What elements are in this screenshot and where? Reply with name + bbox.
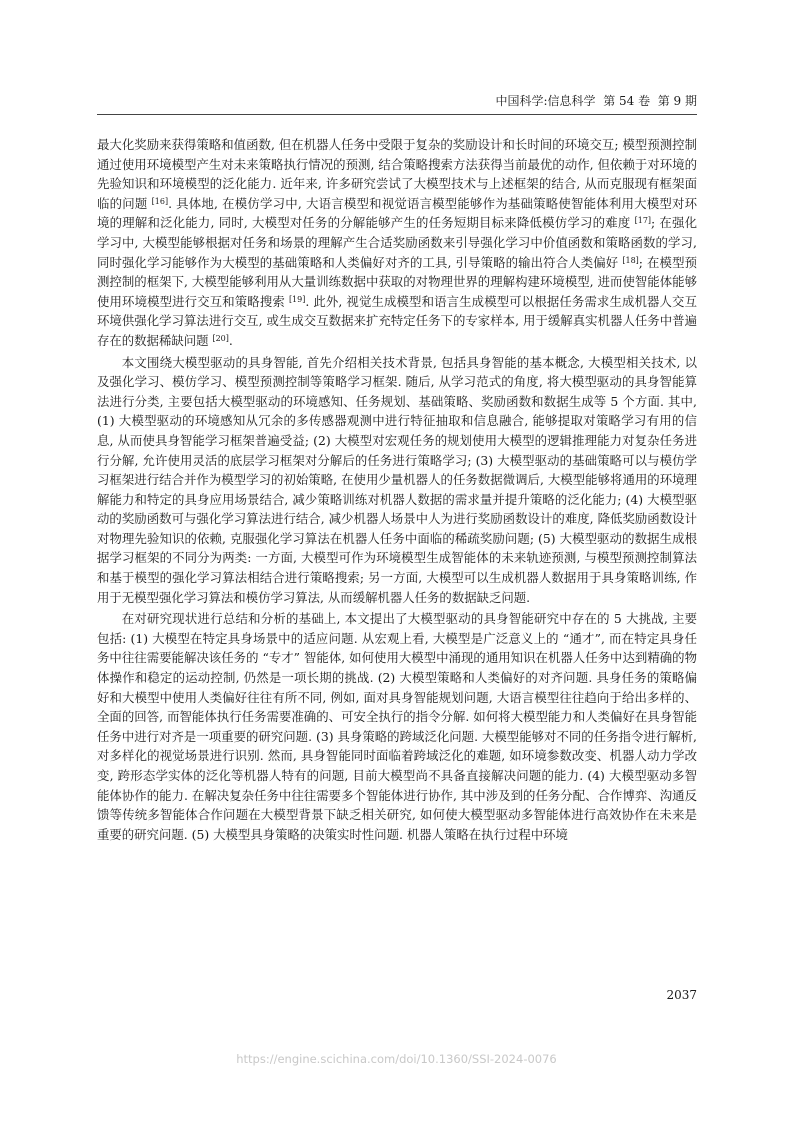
paragraph-text: 最大化奖励来获得策略和值函数, 但在机器人任务中受限于复杂的奖励设计和长时间的环境交互; 模型预测控制通过使用环境模型产生对未来策略执行情况的预测, 结合策略搜索方法获得当前最优的动作, 但依赖于对环境的先验知识和环境模型的泛化能力. 近年来, 许多研究尝试了大模型技术与上述框架的结合, 从而克服现有框架面临的问题 [97, 137, 697, 211]
journal-name: 中国科学:信息科学 [495, 94, 596, 108]
citation-ref[interactable]: [20] [212, 333, 229, 343]
page-number: 2037 [666, 988, 697, 1002]
paragraph [97, 135, 697, 351]
running-header [97, 92, 697, 115]
citation-ref[interactable]: [19] [288, 294, 306, 304]
paragraph-text: ; 在强化学习中, 大模型能够根据对任务和场景的理解产生合适奖励函数来引导强化学习中价值函数和策略函数的学习, 同时强化学习能够作为大模型的基础策略和人类偏好对齐的工具, 引导策略的输出符合人类偏好 [97, 215, 697, 270]
citation-ref[interactable]: [16] [151, 196, 169, 206]
paragraph-text: . [228, 332, 233, 348]
paragraph [97, 353, 697, 608]
citation-ref[interactable]: [18] [622, 255, 639, 265]
paragraph-text: ; 在模型预测控制的框架下, 大模型能够利用从大量训练数据中获取的对物理世界的理解构建环境模型, 进而使智能体能够使用环境模型进行交互和策略搜索 [97, 254, 697, 309]
paragraph-text: . 具体地, 在模仿学习中, 大语言模型和视觉语言模型能够作为基础策略使智能体利用大模型对环境的理解和泛化能力, 同时, 大模型对任务的分解能够产生的任务短期目标来降低模仿学习的难度 [97, 195, 697, 231]
citation-ref[interactable]: [17] [634, 216, 652, 226]
paragraph-text: 在对研究现状进行总结和分析的基础上, 本文提出了大模型驱动的具身智能研究中存在的 5 大挑战, 主要包括: (1) 大模型在特定具身场景中的适应问题. 从宏观上看, 大模型是广泛意义上的 “通才”, 而在特定具身任务中往往需要能解决该任务的 “专才” 智能体, 如何使用大模型中涌现的通用知识在机器人任务中达到精确的物体操作和稳定的运动控制, 仍然是一项长期的挑战. (2) 大模型策略和人类偏好的对齐问题. 具身任务的策略偏好和大模型中使用人类偏好往往有所不同, 例如, 面对具身智能规划问题, 大语言模型往往趋向于给出多样的、全面的回答, 而智能体执行任务需要准确的、可安全执行的指令分解. 如何将大模型能力和人类偏好在具身智能任务中进行对齐是一项重要的研究问题. (3) 具身策略的跨域泛化问题. 大模型能够对不同的任务指令进行解析, 对多样化的视觉场景进行识别. 然而, 具身智能同时面临着跨域泛化的难题, 如环境参数改变、机器人动力学改变, 跨形态学实体的泛化等机器人特有的问题, 目前大模型尚不具备直接解决问题的能力. (4) 大模型驱动多智能体协作的能力. 在解决复杂任务中往往需要多个智能体进行协作, 其中涉及到的任务分配、合作博弈、沟通反馈等传统多智能体合作问题在大模型背景下缺乏相关研究, 如何使大模型驱动多智能体进行高效协作在未来是重要的研究问题. (5) 大模型具身策略的决策实时性问题. 机器人策略在执行过程中环境 [97, 611, 697, 842]
issue-number: 第 9 期 [657, 94, 697, 108]
paragraph-text: 本文围绕大模型驱动的具身智能, 首先介绍相关技术背景, 包括具身智能的基本概念, 大模型相关技术, 以及强化学习、模仿学习、模型预测控制等策略学习框架. 随后, 从学习范式的角度, 将大模型驱动的具身智能算法进行分类, 主要包括大模型驱动的环境感知、任务规划、基础策略、奖励函数和数据生成等 5 个方面. 其中, (1) 大模型驱动的环境感知从冗余的多传感器观测中进行特征抽取和信息融合, 能够提取对策略学习有用的信息, 从而使具身智能学习框架普遍受益; (2) 大模型对宏观任务的规划使用大模型的逻辑推理能力对复杂任务进行分解, 允许使用灵活的底层学习框架对分解后的任务进行策略学习; (3) 大模型驱动的基础策略可以与模仿学习框架进行结合并作为模型学习的初始策略, 在使用少量机器人的任务数据微调后, 大模型能够将通用的环境理解能力和特定的具身应用场景结合, 减少策略训练对机器人数据的需求量并提升策略的泛化能力; (4) 大模型驱动的奖励函数可与强化学习算法进行结合, 减少机器人场景中人为进行奖励函数设计的难度, 降低奖励函数设计对物理先验知识的依赖, 克服强化学习算法在机器人任务中面临的稀疏奖励问题; (5) 大模型驱动的数据生成根据学习框架的不同分为两类: 一方面, 大模型可作为环境模型生成智能体的未来轨迹预测, 与模型预测控制算法和基于模型的强化学习算法相结合进行策略搜索; 另一方面, 大模型可以生成机器人数据用于具身策略训练, 作用于无模型强化学习算法和模仿学习算法, 从而缓解机器人任务的数据缺乏问题. [97, 354, 697, 605]
volume-number: 第 54 卷 [603, 94, 651, 108]
doi-watermark[interactable]: https://engine.scichina.com/doi/10.1360/SSI-2024-0076 [236, 1052, 557, 1066]
paragraph-text: . 此外, 视觉生成模型和语言生成模型可以根据任务需求生成机器人交互环境供强化学习算法进行交互, 或生成交互数据来扩充特定任务下的专家样本, 用于缓解真实机器人任务中普遍存在的数据稀缺问题 [97, 293, 697, 348]
body-text [97, 135, 697, 846]
paragraph [97, 609, 697, 844]
